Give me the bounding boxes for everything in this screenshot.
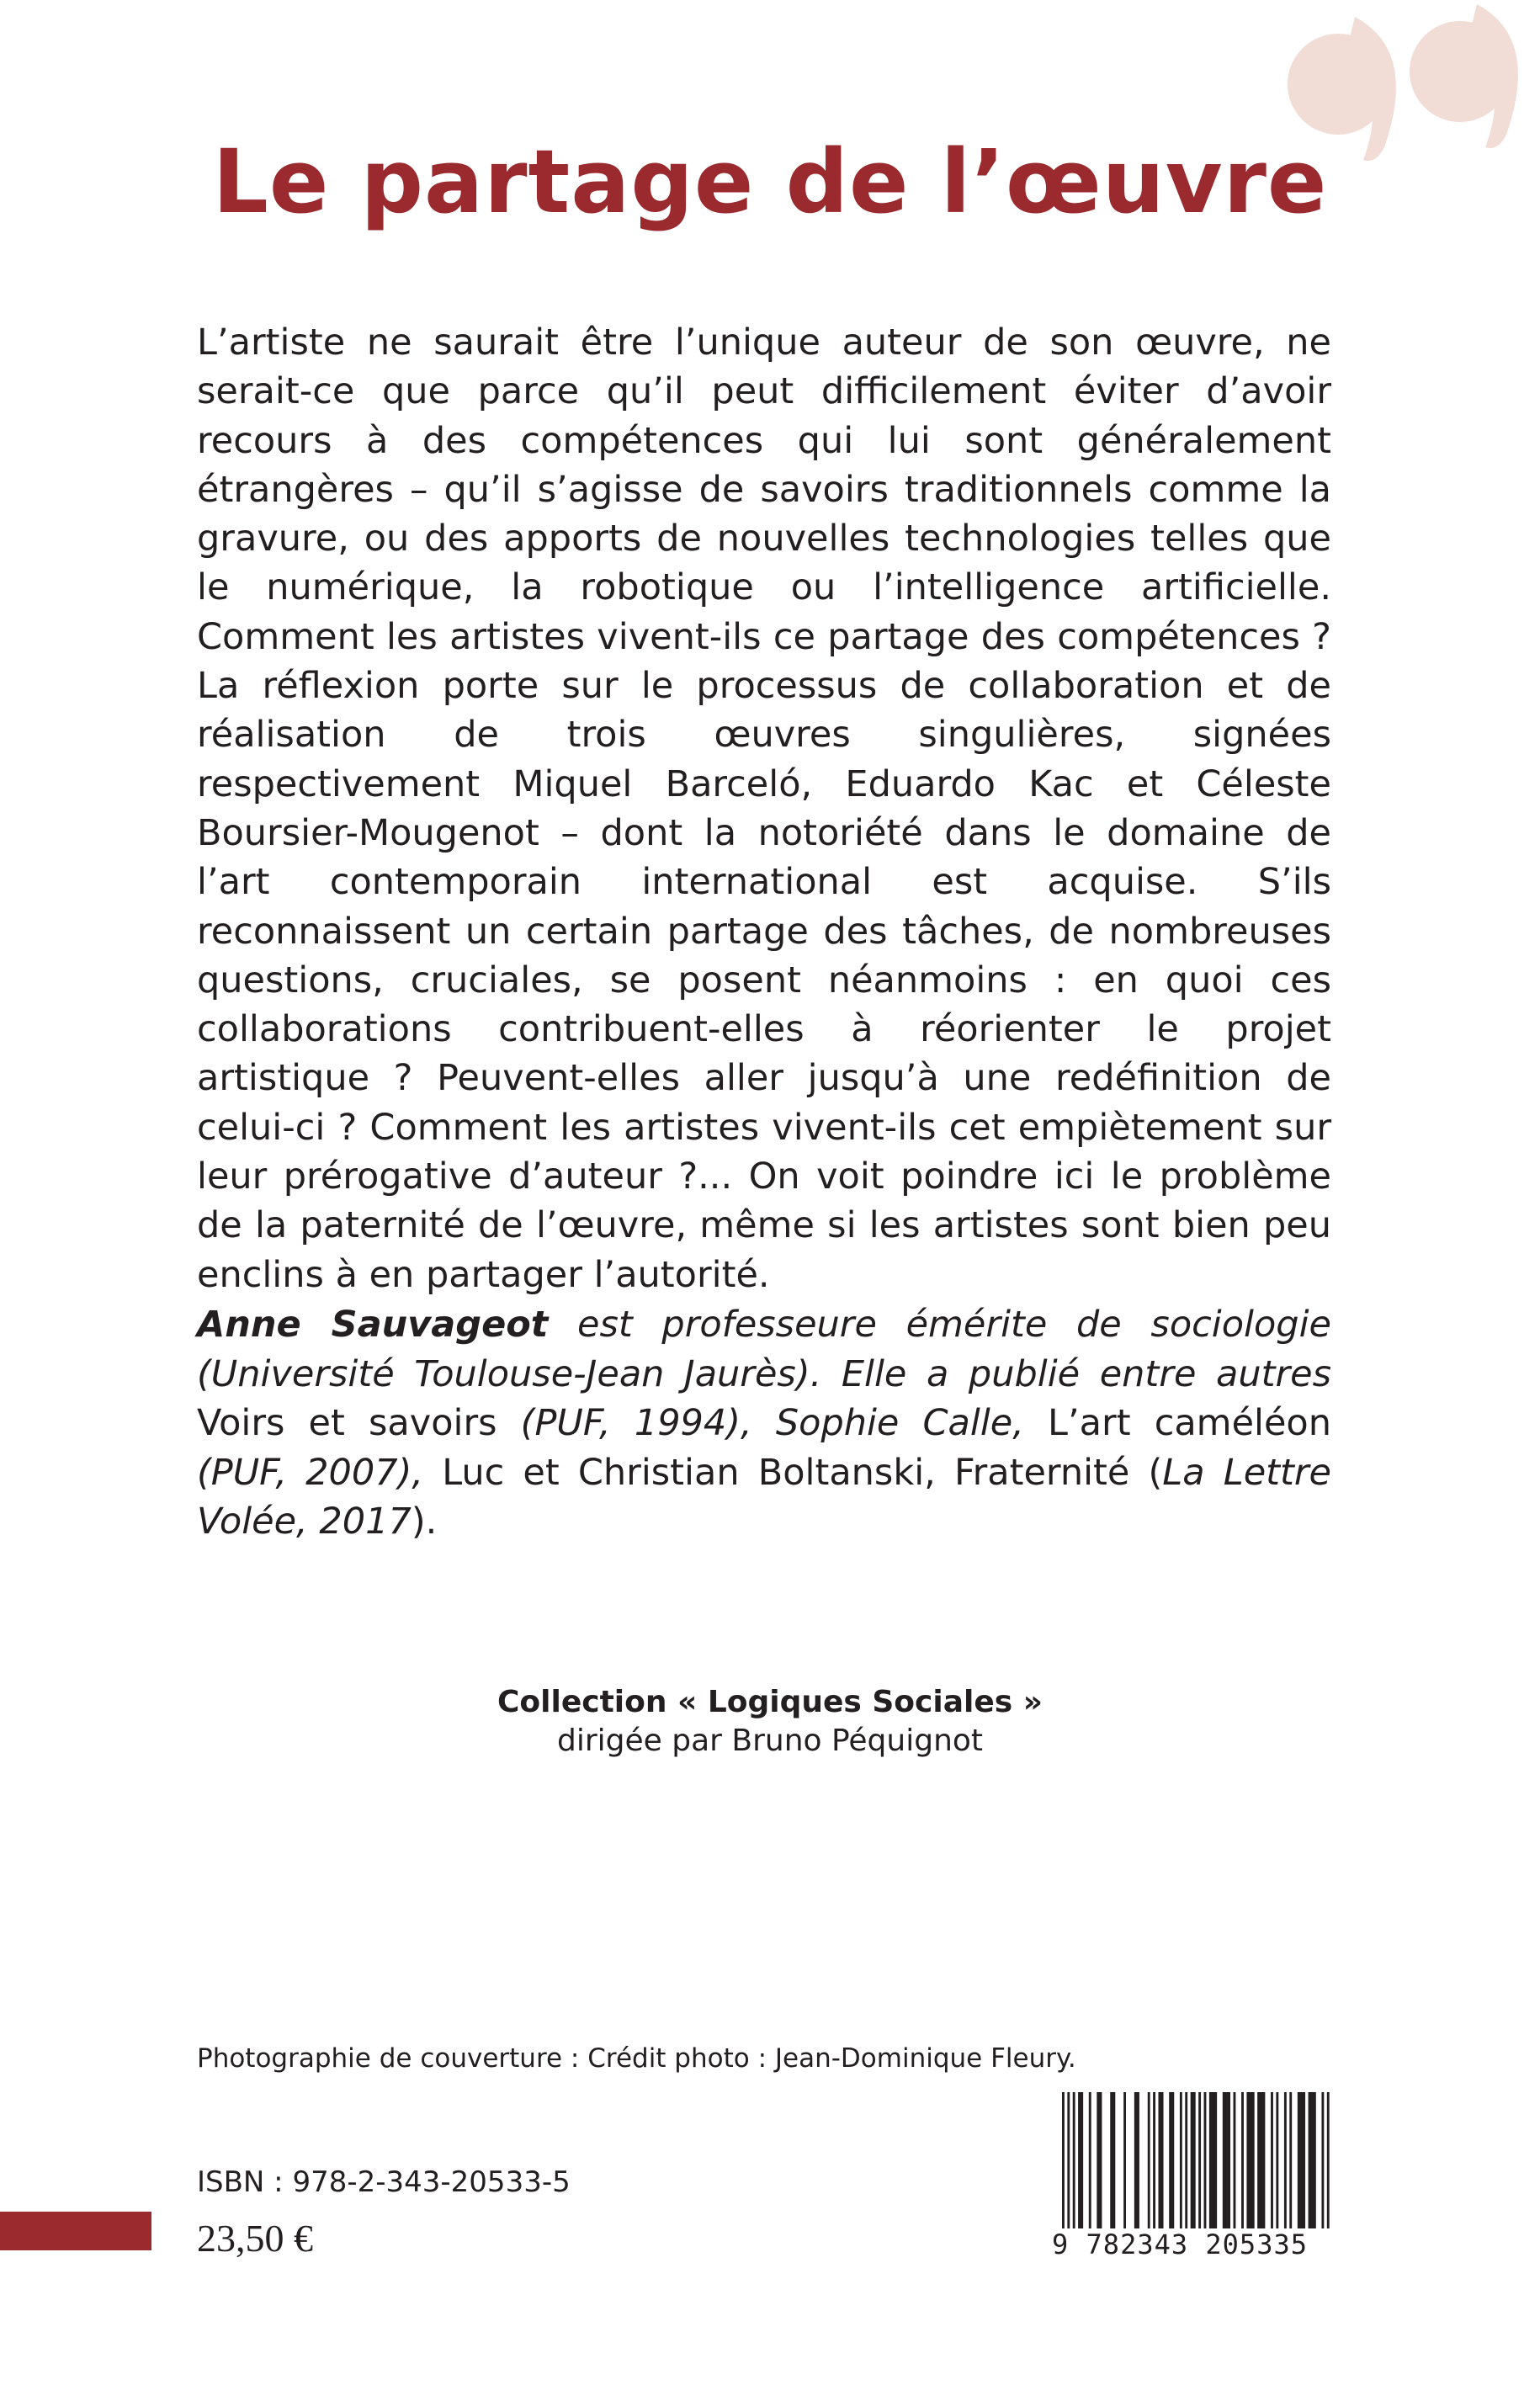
- publisher-reference: La Lettre Volée, 2017: [197, 1451, 1331, 1543]
- author-bio: [197, 1300, 1331, 1547]
- collection-director: dirigée par Bruno Péquignot: [556, 1724, 984, 1758]
- barcode-digits: 9 782343 205335: [1052, 2228, 1338, 2260]
- accent-bar: [0, 2212, 151, 2250]
- bio-text: ).: [411, 1501, 438, 1543]
- bio-text: (PUF, 1994), Sophie Calle,: [497, 1402, 1049, 1444]
- price: 23,50 €: [197, 2217, 313, 2260]
- bio-text: (PUF, 2007),: [197, 1451, 443, 1494]
- isbn: ISBN : 978-2-343-20533-5: [197, 2165, 571, 2199]
- book-reference: Voirs et savoirs: [197, 1402, 497, 1444]
- collection-name: Collection « Logiques Sociales »: [497, 1685, 1043, 1719]
- book-reference: Luc et Christian Boltanski, Fraternité: [442, 1451, 1130, 1494]
- collection-info: [0, 1683, 1540, 1761]
- author-name: Anne Sauvageot: [197, 1304, 549, 1346]
- book-title: Le partage de l’œuvre: [212, 130, 1328, 233]
- book-reference: L’art caméléon: [1048, 1402, 1331, 1444]
- bio-text: (: [1129, 1451, 1163, 1494]
- book-summary: L’artiste ne saurait être l’unique auteur de son œuvre, ne serait-ce que parce qu’il peut difficilement éviter d’avoir recours à des compétences qui lui sont généralement étrangères – qu’il s’agisse de savoirs traditionnels comme la gravure, ou des apports de nouvelles technologies telles que le numérique, la robotique ou l’intelligence artificielle. Comment les artistes vivent-ils ce partage des compétences ? La réflexion porte sur le processus de collaboration et de réalisation de trois œuvres singulières, signées respectivement Miquel Barceló, Eduardo Kac et Céleste Boursier-Mougenot – dont la notoriété dans le domaine de l’art contemporain international est acquise. S’ils reconnaissent un certain partage des tâches, de nombreuses questions, cruciales, se posent néanmoins : en quoi ces collaborations contribuent-elles à réorienter le projet artistique ? Peuvent-elles aller jusqu’à une redéfinition de celui-ci ? Comment les artistes vivent-ils cet empiètement sur leur prérogative d’auteur ?... On voit poindre ici le problème de la paternité de l’œuvre, même si les artistes sont bien peu enclins à en partager l’autorité.: [197, 321, 1331, 1296]
- bio-text: est professeure émérite de sociologie (Université Toulouse-Jean Jaurès). Elle a publié entre autres: [197, 1304, 1331, 1395]
- cover-photo-credit: Photographie de couverture : Crédit photo : Jean-Dominique Fleury.: [197, 2043, 1076, 2074]
